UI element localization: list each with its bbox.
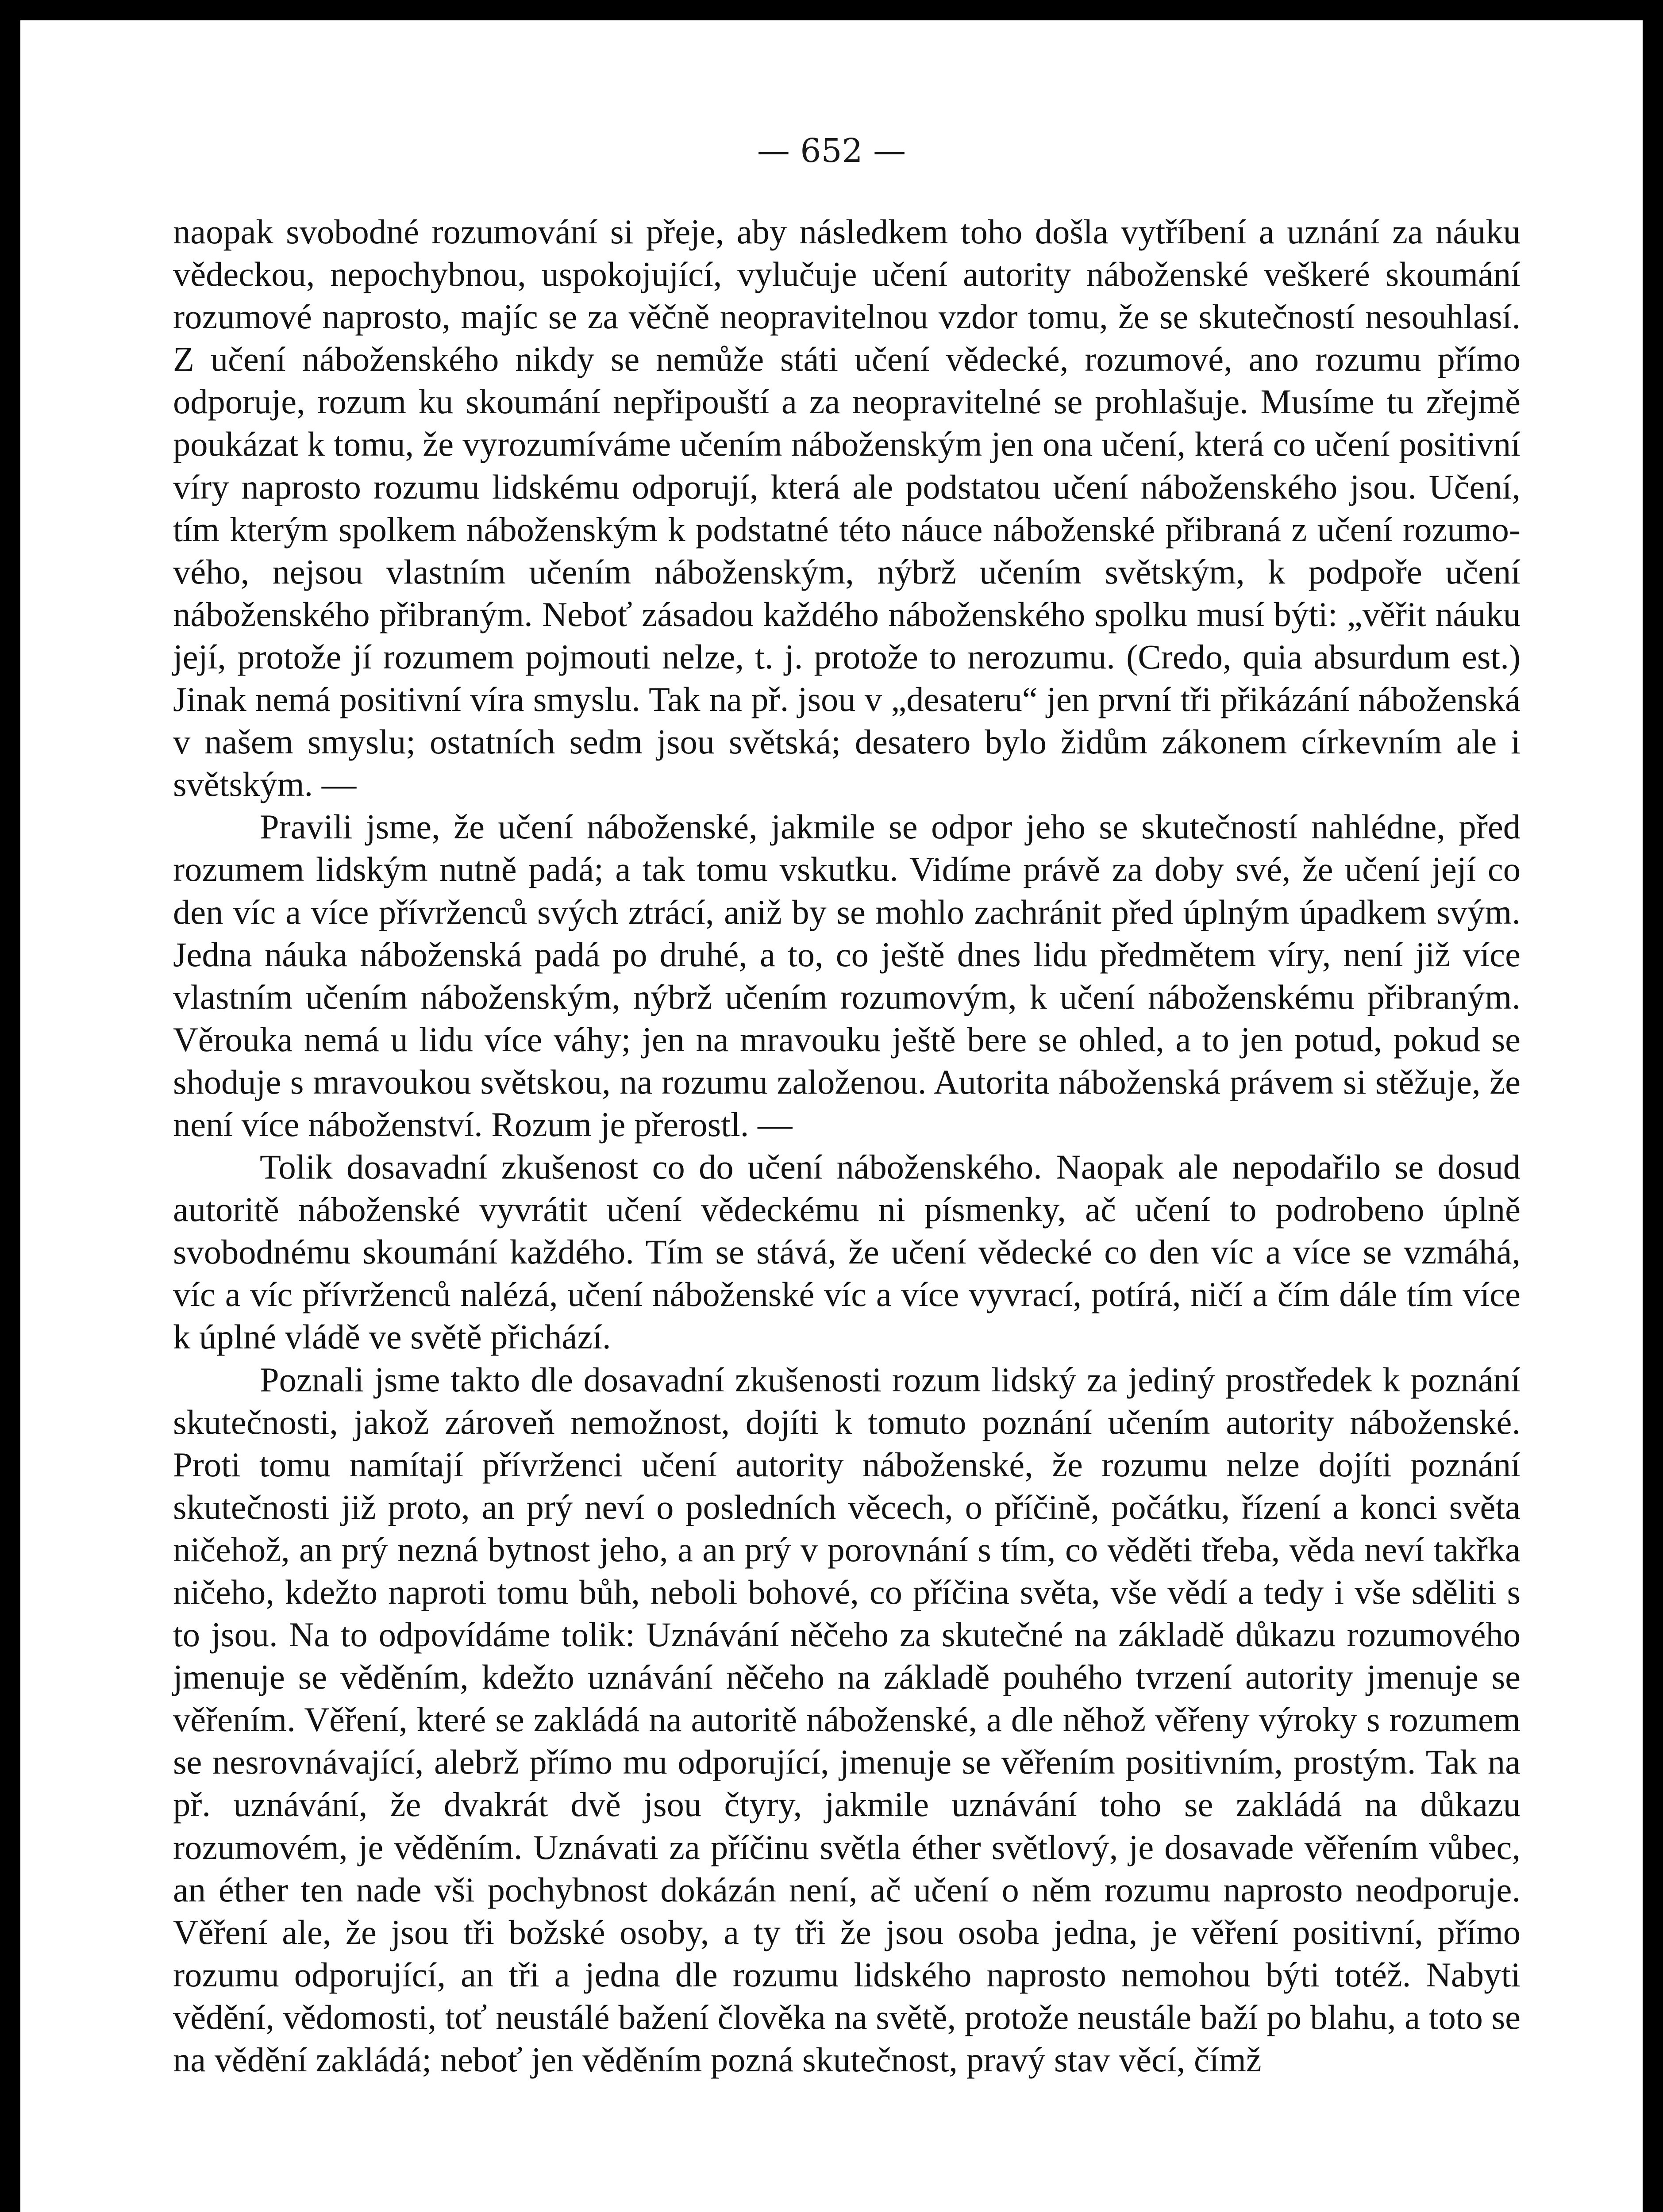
paragraph-1: naopak svobodné rozumování si přeje, aby následkem toho došla vytříbení a uznání za náuku vědeckou, nepochybnou, uspokojující, vylučuje učení autority náboženské veškeré skoumání rozumové naprosto, majíc se za věčně neopravitelnou vzdor tomu, že se skutečností nesouhlasí. Z učení náboženského nikdy se nemůže státi učení vědecké, rozumové, ano rozumu přímo odporuje, rozum ku skoumání nepřipouští a za neopravitelné se prohlašuje. Musíme tu zřejmě poukázat k tomu, že vyrozumíváme učením náboženským jen ona učení, která co učení positivní víry naprosto rozumu lidskému odporují, která ale podstatou učení náboženského jsou. Učení, tím kterým spolkem náboženským k podstatné této náuce náboženské přibraná z učení rozumového, nejsou vlastním učením náboženským, nýbrž učením světským, k podpoře učení náboženského přibraným. Neboť zásadou každého náboženského spolku musí býti: „věřit náuku její, protože jí rozumem pojmouti nelze, t. j. protože to nerozumu. (Credo, quia absurdum est.) Jinak nemá positivní víra smyslu. Tak na př. jsou v „desateru“ jen první tři přikázání náboženská v našem smyslu; ostatních sedm jsou světská; desatero bylo židům zákonem církevním ale i světským. — <box>173 212 1521 804</box>
paragraph-2: Pravili jsme, že učení náboženské, jakmile se odpor jeho se skutečností nahlédne, před rozumem lidským nutně padá; a tak tomu vskutku. Vidíme právě za doby své, že učení její co den víc a více přívrženců svých ztrácí, aniž by se mohlo zachránit před úplným úpadkem svým. Jedna náuka náboženská padá po druhé, a to, co ještě dnes lidu předmětem víry, není již více vlastním učením náboženským, nýbrž učením rozumovým, k učení náboženskému přibraným. Věrouka nemá u lidu více váhy; jen na mravouku ještě bere se ohled, a to jen potud, pokud se shoduje s mravoukou světskou, na rozumu založenou. Autorita náboženská právem si stěžuje, že není více náboženství. Rozum je přerostl. — <box>173 807 1521 1144</box>
page-number: — 652 — <box>757 132 906 170</box>
paragraph-3: Tolik dosavadní zkušenost co do učení náboženského. Naopak ale nepodařilo se dosud autoritě náboženské vyvrátit učení vědeckému ni písmenky, ač učení to podrobeno úplně svobodnému skoumání každého. Tím se stává, že učení vědecké co den víc a více se vzmáhá, víc a víc přívrženců nalézá, učení náboženské víc a více vyvrací, potírá, ničí a čím dále tím více k úplné vládě ve světě přichází. <box>173 1148 1521 1356</box>
paragraph-4: Poznali jsme takto dle dosavadní zkušenosti rozum lidský za jediný prostředek k poznání skutečnosti, jakož zároveň nemožnost, dojíti k tomuto poznání učením autority náboženské. Proti tomu namítají přívrženci učení autority náboženské, že rozumu nelze dojíti poznání skutečnosti již proto, an prý neví o posledních věcech, o příčině, počátku, řízení a konci světa ničehož, an prý nezná bytnost jeho, a an prý v porovnání s tím, co věděti třeba, věda neví takřka ničeho, kdežto naproti tomu bůh, neboli bohové, co příčina světa, vše vědí a tedy i vše sděliti s to jsou. Na to odpovídáme tolik: Uznávání něčeho za skutečné na základě důkazu rozumového jmenuje se věděním, kdežto uznávání něčeho na základě pouhého tvrzení autority jmenuje se věřením. Věření, které se zakládá na autoritě náboženské, a dle něhož věřeny výroky s rozumem se nesrovnávající, alebrž přímo mu odporující, jmenuje se věřením positivním, prostým. Tak na př. uznávání, že dvakrát dvě jsou čtyry, jakmile uznávání toho se zakládá na důkazu rozumovém, je věděním. Uznávati za příčinu světla éther světlový, je dosavade věřením vůbec, an éther ten nade vši pochybnost dokázán není, ač učení o něm rozumu naprosto neodporuje. Věření ale, že jsou tři božské osoby, a ty tři že jsou osoba jedna, je věření positivní, přímo rozumu odporující, an tři a jedna dle rozumu lidského naprosto nemohou býti totéž. Nabyti vědění, vědomosti, toť neustálé bažení člověka na světě, protože neustále baží po blahu, a toto se na vědění zakládá; neboť jen věděním pozná skutečnost, pravý stav věcí, čímž <box>173 1360 1521 2079</box>
body-text <box>173 211 1521 2081</box>
book-page <box>20 20 1643 2212</box>
